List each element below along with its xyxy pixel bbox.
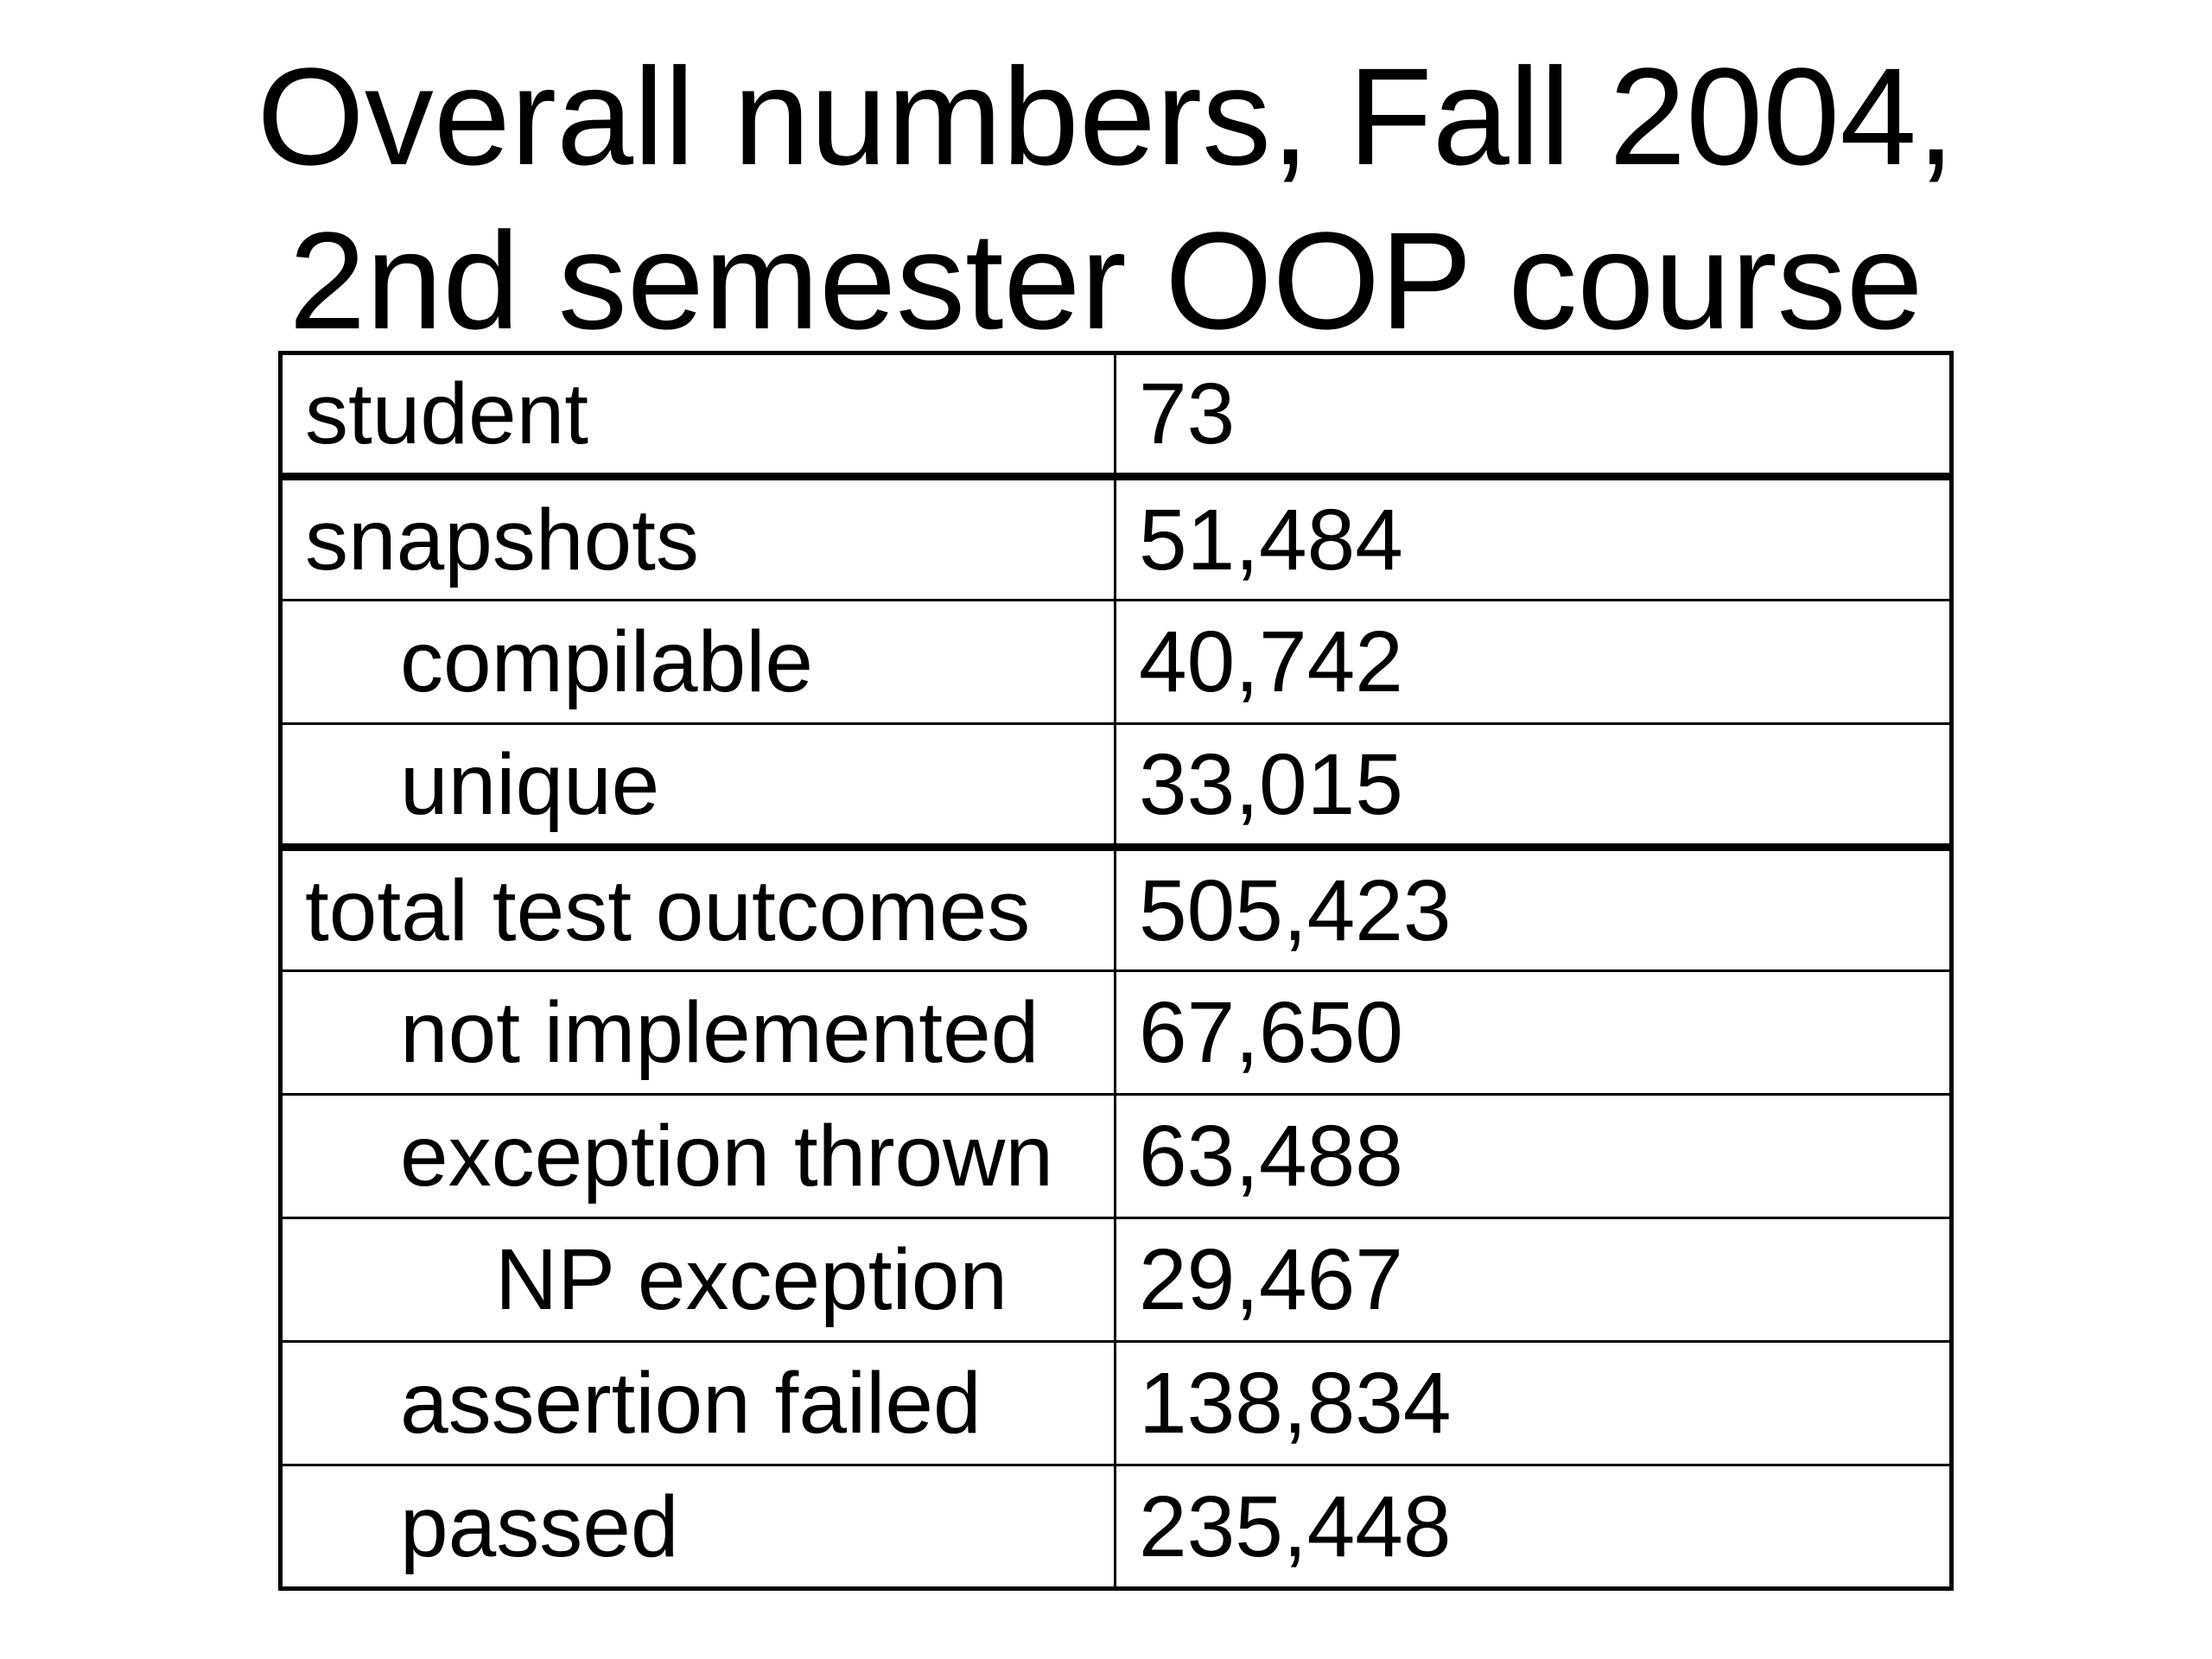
row-label: NP exception [281, 1218, 1116, 1342]
row-value: 138,834 [1116, 1342, 1952, 1465]
row-value: 33,015 [1116, 724, 1952, 848]
row-value: 505,423 [1116, 848, 1952, 971]
row-label: passed [281, 1465, 1116, 1589]
row-value: 73 [1116, 353, 1952, 477]
row-label: assertion failed [281, 1342, 1116, 1465]
table-row [281, 477, 1952, 601]
row-label: student [281, 353, 1116, 477]
row-value: 67,650 [1116, 971, 1952, 1095]
row-value: 51,484 [1116, 477, 1952, 601]
table-row [281, 1218, 1952, 1342]
row-label: total test outcomes [281, 848, 1116, 971]
table-row [281, 848, 1952, 971]
table-row [281, 601, 1952, 724]
row-label: snapshots [281, 477, 1116, 601]
row-value: 40,742 [1116, 601, 1952, 724]
table-row [281, 1465, 1952, 1589]
title-line-1: Overall numbers, Fall 2004, [257, 39, 1955, 194]
table-row [281, 1095, 1952, 1218]
table-row [281, 724, 1952, 848]
title-line-2: 2nd semester OOP course [289, 203, 1923, 358]
row-label: exception thrown [281, 1095, 1116, 1218]
table-row [281, 971, 1952, 1095]
row-value: 235,448 [1116, 1465, 1952, 1589]
table-row [281, 1342, 1952, 1465]
page-title [0, 35, 2212, 363]
table-row [281, 353, 1952, 477]
row-value: 29,467 [1116, 1218, 1952, 1342]
row-value: 63,488 [1116, 1095, 1952, 1218]
row-label: compilable [281, 601, 1116, 724]
row-label: not implemented [281, 971, 1116, 1095]
row-label: unique [281, 724, 1116, 848]
statistics-table [278, 351, 1954, 1591]
